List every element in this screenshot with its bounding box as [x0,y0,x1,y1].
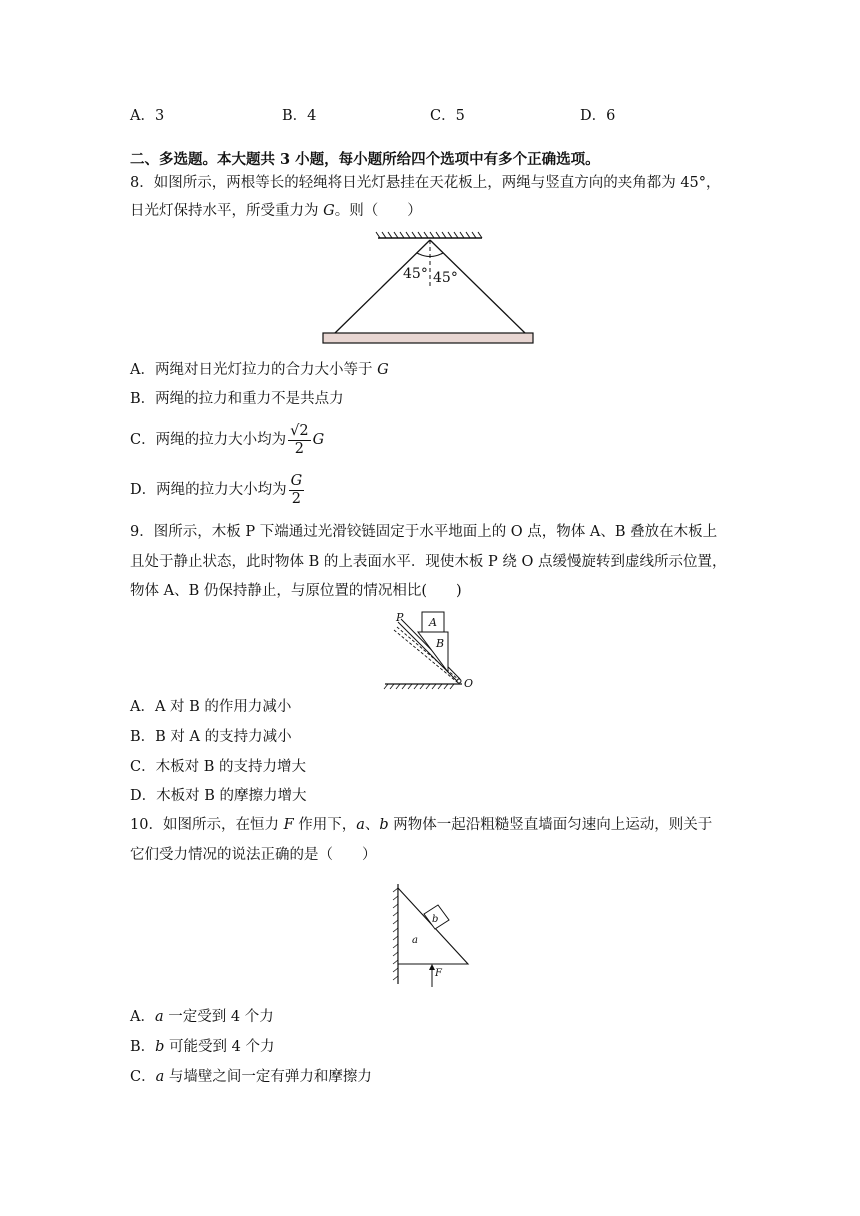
q9-option-c: C．木板对 B 的支持力增大 [130,759,306,775]
q8-stem-line1: 8．如图所示，两根等长的轻绳将日光灯悬挂在天花板上，两绳与竖直方向的夹角都为 45°， [130,175,721,191]
q9-label-p: P [396,611,404,624]
section-title: 二、多选题。本大题共 3 小题，每小题所给四个选项中有多个正确选项。 [130,151,600,168]
q10-option-b: B．b 可能受到 4 个力 [130,1039,275,1055]
q10-label-b: b [432,914,439,925]
q9-label-a: A [429,616,437,629]
q9-label-b: B [436,637,445,650]
q7-option-a: A．3 [130,108,165,124]
q9-stem-line3: 物体 A、B 仍保持静止，与原位置的情况相比( ) [130,583,462,599]
q9-figure-board [380,606,480,692]
q9-label-o: O [464,677,474,690]
q7-option-d: D．6 [580,108,616,124]
q8-stem-line2: 日光灯保持水平，所受重力为 G。则（ ） [130,203,422,219]
q10-stem-line1: 10．如图所示，在恒力 F 作用下，a、b 两物体一起沿粗糙竖直墙面匀速向上运动，则关于 [130,817,713,833]
q10-label-f: F [435,968,442,979]
q8-option-d: D．两绳的拉力大小均为 $\frac{G}{2}$ [130,472,303,507]
q10-option-a: A．a 一定受到 4 个力 [130,1009,274,1025]
q7-option-c: C．5 [430,108,465,124]
q9-stem-line2: 且处于静止状态，此时物体 B 的上表面水平．现使木板 P 绕 O 点缓慢旋转到虚线所示位置， [130,554,727,570]
q8-option-a: A．两绳对日光灯拉力的合力大小等于 G [130,362,389,378]
q10-option-c: C．a 与墙壁之间一定有弹力和摩擦力 [130,1069,372,1085]
q8-option-c: C．两绳的拉力大小均为 $\frac{√2}{2}$ G [130,422,325,457]
q9-option-d: D．木板对 B 的摩擦力增大 [130,788,307,804]
q8-option-b: B．两绳的拉力和重力不是共点力 [130,391,344,407]
q8-figure-lamp [320,228,540,348]
q8-angle-right: 45° [433,270,458,286]
q9-option-a: A．A 对 B 的作用力减小 [130,699,292,715]
q8-angle-left: 45° [403,266,428,282]
q9-stem-line1: 9．图所示，木板 P 下端通过光滑铰链固定于水平地面上的 O 点，物体 A、B 叠放在木板上 [130,524,718,540]
q10-figure-wall [386,880,476,988]
q10-stem-line2: 它们受力情况的说法正确的是（ ） [130,847,377,863]
q7-option-b: B．4 [282,108,317,124]
q10-label-a: a [412,935,418,946]
q9-option-b: B．B 对 A 的支持力减小 [130,729,292,745]
